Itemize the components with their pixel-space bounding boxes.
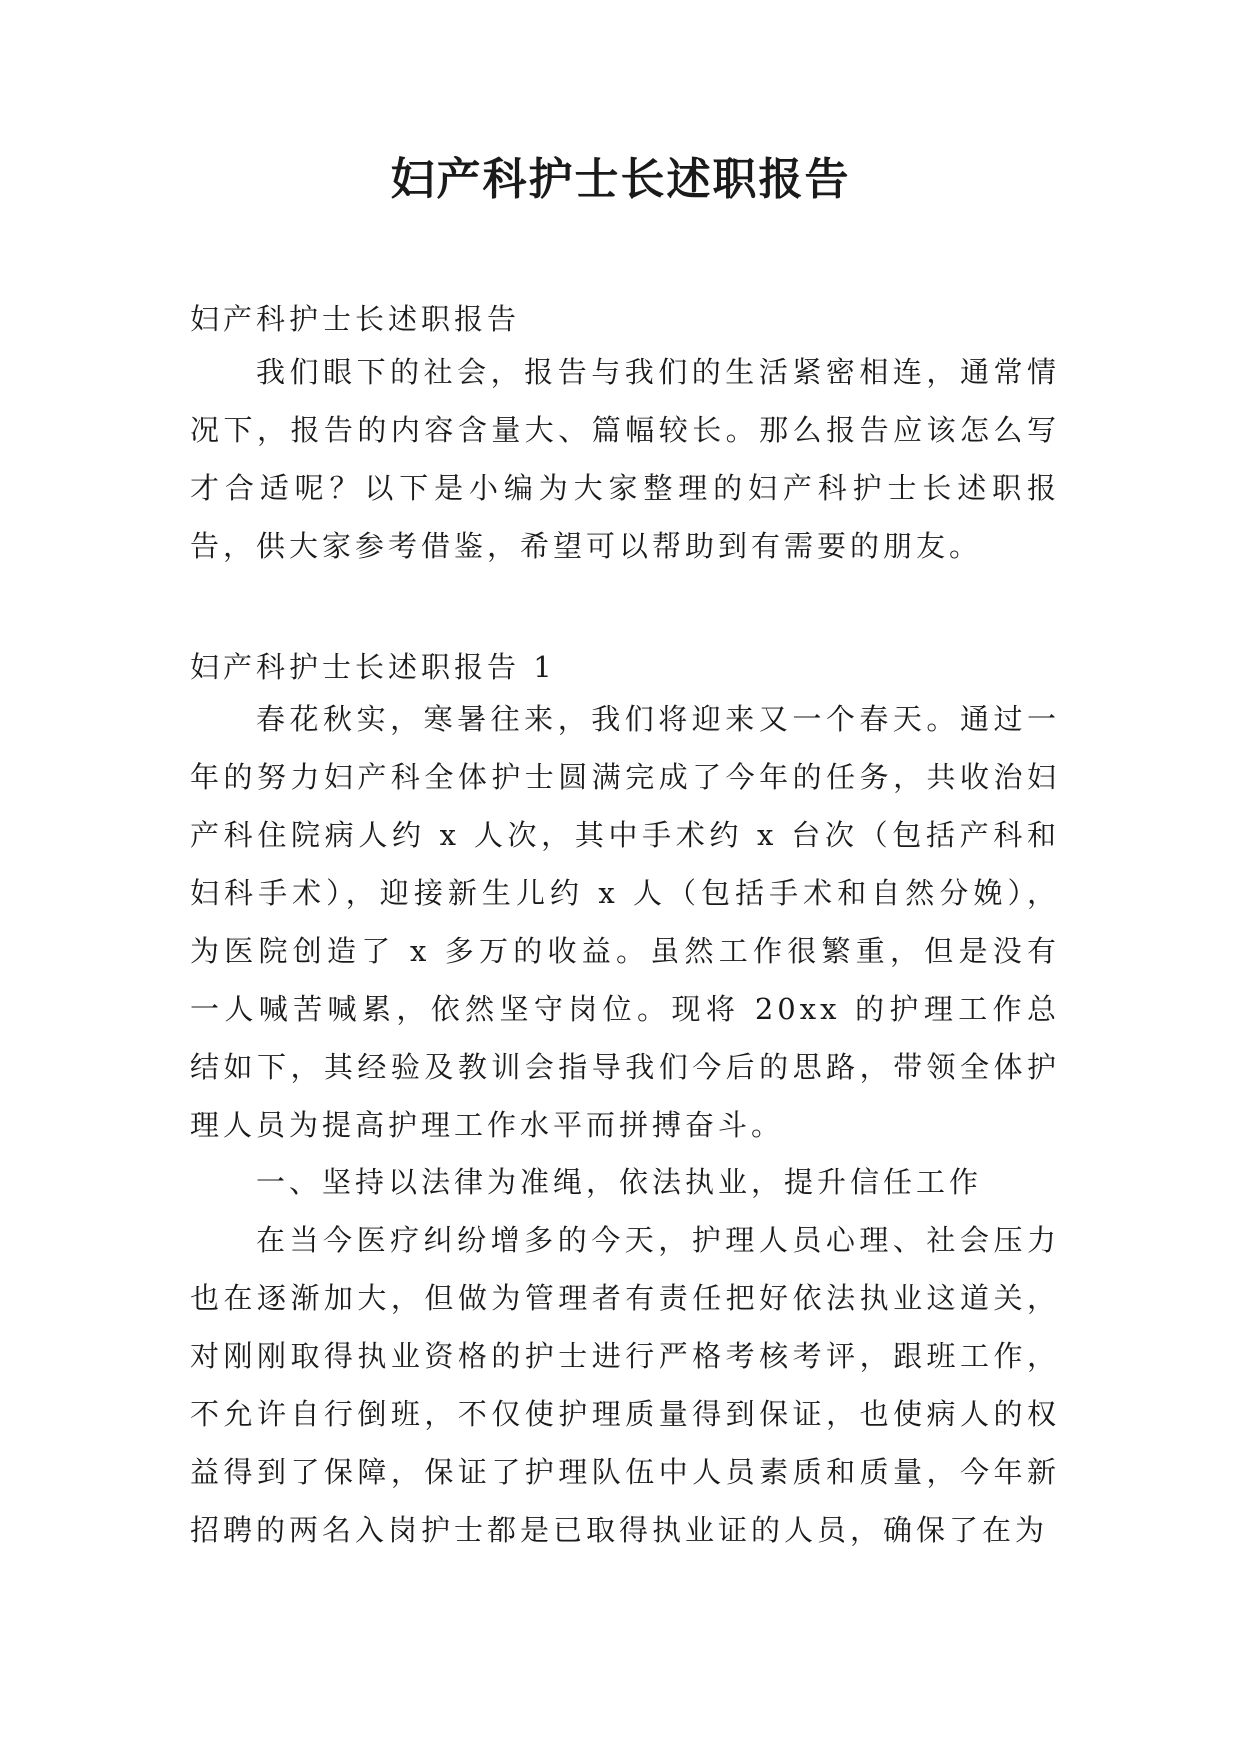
section-heading: 妇产科护士长述职报告 1	[190, 650, 556, 684]
intro-paragraph: 我们眼下的社会，报告与我们的生活紧密相连，通常情况下，报告的内容含量大、篇幅较长。那么报告应该怎么写才合适呢？以下是小编为大家整理的妇产科护士长述职报告，供大家参考借鉴，希望可以帮助到有需要的朋友。	[190, 355, 1060, 563]
intro-heading: 妇产科护士长述职报告	[190, 302, 521, 336]
subsection-paragraph: 在当今医疗纠纷增多的今天，护理人员心理、社会压力也在逐渐加大，但做为管理者有责任把好依法执业这道关，对刚刚取得执业资格的护士进行严格考核考评，跟班工作，不允许自行倒班，不仅使护理质量得到保证，也使病人的权益得到了保障，保证了护理队伍中人员素质和质量，今年新招聘的两名入岗护士都是已取得执业证的人员，确保了在为	[190, 1223, 1060, 1547]
page-title: 妇产科护士长述职报告	[390, 154, 851, 205]
subsection-heading: 一、坚持以法律为准绳，依法执业，提升信任工作	[256, 1165, 983, 1199]
section-paragraph: 春花秋实，寒暑往来，我们将迎来又一个春天。通过一年的努力妇产科全体护士圆满完成了今年的任务，共收治妇产科住院病人约 x 人次，其中手术约 x 台次（包括产科和妇科手术），迎接新生儿约 x 人（包括手术和自然分娩），为医院创造了 x 多万的收益。虽然工作很繁重，但是没有一人喊苦喊累，依然坚守岗位。现将 20xx 的护理工作总结如下，其经验及教训会指导我们今后的思路，带领全体护理人员为提高护理工作水平而拼搏奋斗。	[190, 702, 1060, 1142]
